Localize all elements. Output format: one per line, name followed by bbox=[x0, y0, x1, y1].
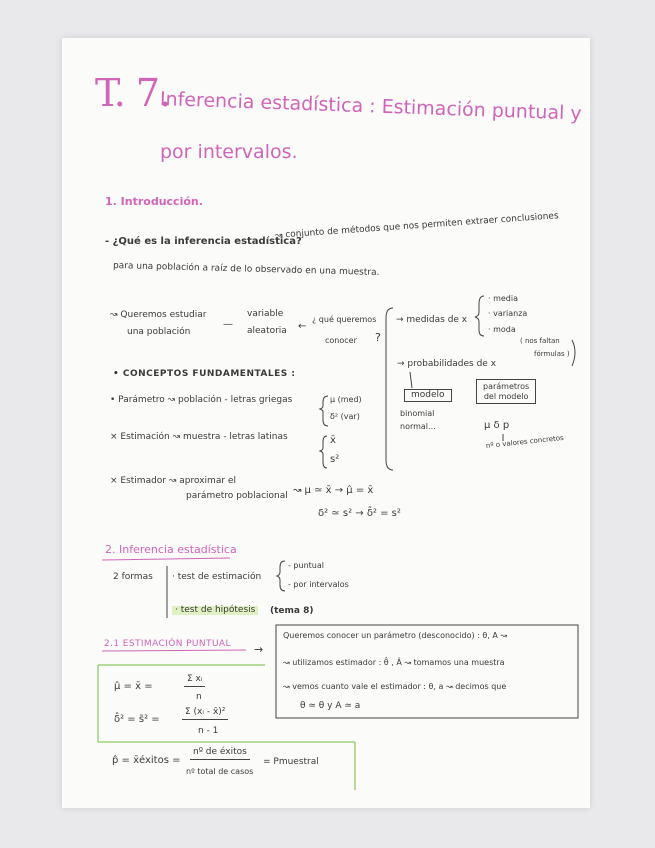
formula-prop-rhs: = Pmuestral bbox=[263, 757, 319, 767]
estimator-line1: × Estimador ↝ aproximar el bbox=[110, 476, 236, 486]
estimation-line: × Estimación ↝ muestra - letras latinas bbox=[110, 432, 288, 442]
answer-line2: para una población a raíz de lo observado en una muestra. bbox=[112, 261, 380, 278]
estimator-eq1: ↝ μ ≃ x̄ → μ̂ = x̄ bbox=[293, 485, 374, 496]
answer-line1: ↝ conjunto de métodos que nos permiten extraer conclusiones bbox=[274, 211, 559, 241]
missing-formulas-2: fórmulas ) bbox=[534, 350, 570, 358]
hypothesis-note: (tema 8) bbox=[270, 606, 314, 616]
model-box: modelo bbox=[404, 389, 452, 402]
measure-brace bbox=[475, 296, 484, 336]
parameter-line: • Parámetro ↝ población - letras griegas bbox=[110, 395, 293, 405]
page-title: Inferencia estadística : Estimación puntual y bbox=[159, 88, 582, 125]
params-line1: parámetros bbox=[483, 382, 530, 391]
know-2: conocer bbox=[325, 336, 357, 345]
big-brace-left bbox=[386, 308, 393, 470]
probabilities-of-x: → probabilidades de x bbox=[397, 359, 497, 369]
box-line1: Queremos conocer un parámetro (desconocido) : θ, A ↝ bbox=[283, 631, 508, 640]
params-note: nº o valores concretos bbox=[485, 433, 565, 450]
estimator-line2: parámetro poblacional bbox=[186, 491, 288, 501]
model-binomial: binomial bbox=[400, 409, 435, 418]
hypothesis-test: · test de hipótesis bbox=[172, 606, 258, 615]
section-2-underline bbox=[102, 558, 230, 560]
est-brace bbox=[320, 436, 327, 468]
question-what-is-inference: - ¿Qué es la inferencia estadística? bbox=[105, 236, 302, 247]
formula-var-num: Σ (xᵢ - x̄)² bbox=[182, 708, 228, 720]
box-line4: θ ≃ θ y A ≃ a bbox=[300, 701, 361, 711]
missing-formulas-1: ( nos faltan bbox=[520, 337, 560, 345]
dash: — bbox=[223, 319, 233, 330]
concepts-heading: • CONCEPTOS FUNDAMENTALES : bbox=[113, 369, 296, 379]
formula-mean-den: n bbox=[196, 692, 202, 702]
model-normal: normal... bbox=[400, 422, 436, 431]
estimation-pointwise: - puntual bbox=[288, 561, 324, 570]
box-line2: ↝ utilizamos estimador : θ̂ , Â ↝ tomamos una muestra bbox=[283, 658, 505, 667]
variable-1: variable bbox=[247, 309, 284, 319]
want-study-1: ↝ Queremos estudiar bbox=[110, 310, 207, 320]
section-2-1-underline bbox=[102, 650, 246, 651]
section-2-heading: 2. Inferencia estadística bbox=[105, 543, 237, 556]
arrow-left: ← bbox=[298, 321, 307, 332]
params-line2: del modelo bbox=[483, 391, 529, 401]
formula-mean-lhs: μ̂ = x̄ = bbox=[114, 681, 153, 692]
arrow-right: → bbox=[254, 643, 264, 656]
params-symbols: μ δ p bbox=[484, 420, 510, 431]
measure-mean: · media bbox=[488, 294, 519, 303]
parameter-mu: μ (med) bbox=[330, 395, 362, 404]
estimation-intervals: - por intervalos bbox=[288, 580, 349, 589]
question-mark: ? bbox=[375, 331, 381, 344]
know-1: ¿ qué queremos bbox=[312, 315, 377, 324]
two-forms: 2 formas bbox=[113, 572, 153, 582]
param-brace bbox=[320, 396, 328, 426]
measure-mode: · moda bbox=[488, 325, 516, 334]
est-test-brace bbox=[277, 561, 285, 591]
section-2-1-heading: 2.1 ESTIMACIÓN PUNTUAL bbox=[104, 639, 231, 649]
estimation-xbar: x̄ bbox=[330, 435, 336, 446]
formula-var-lhs: δ̂² = s̃² = bbox=[114, 714, 160, 725]
measures-of-x: → medidas de x bbox=[396, 315, 468, 325]
box-line3: ↝ vemos cuanto vale el estimador : θ, a ↝ decimos que bbox=[283, 682, 507, 691]
formula-var-den: n - 1 bbox=[198, 726, 219, 736]
want-study-2: una población bbox=[127, 327, 191, 337]
page-title-line2: por intervalos. bbox=[160, 141, 298, 163]
parameter-sigma2: δ² (var) bbox=[330, 412, 360, 421]
topic-number: T. 7. bbox=[95, 71, 171, 115]
estimator-eq2: δ² ≃ s² → δ̂² = s² bbox=[318, 508, 401, 519]
formula-prop-num: nº de éxitos bbox=[190, 748, 250, 760]
formula-mean-num: Σ xᵢ bbox=[184, 675, 205, 687]
paren-close bbox=[572, 340, 575, 366]
estimation-s2: s² bbox=[330, 454, 340, 465]
section-1-heading: 1. Introducción. bbox=[105, 195, 203, 208]
estimation-box bbox=[276, 625, 578, 718]
arrow-to-model bbox=[410, 372, 412, 388]
formula-prop-lhs: p̂ = x̄éxitos = bbox=[112, 755, 181, 766]
estimation-test: · test de estimación bbox=[172, 572, 262, 582]
formula-prop-den: nº total de casos bbox=[186, 767, 254, 776]
measure-variance: · varianza bbox=[488, 309, 528, 318]
variable-2: aleatoria bbox=[247, 326, 287, 336]
